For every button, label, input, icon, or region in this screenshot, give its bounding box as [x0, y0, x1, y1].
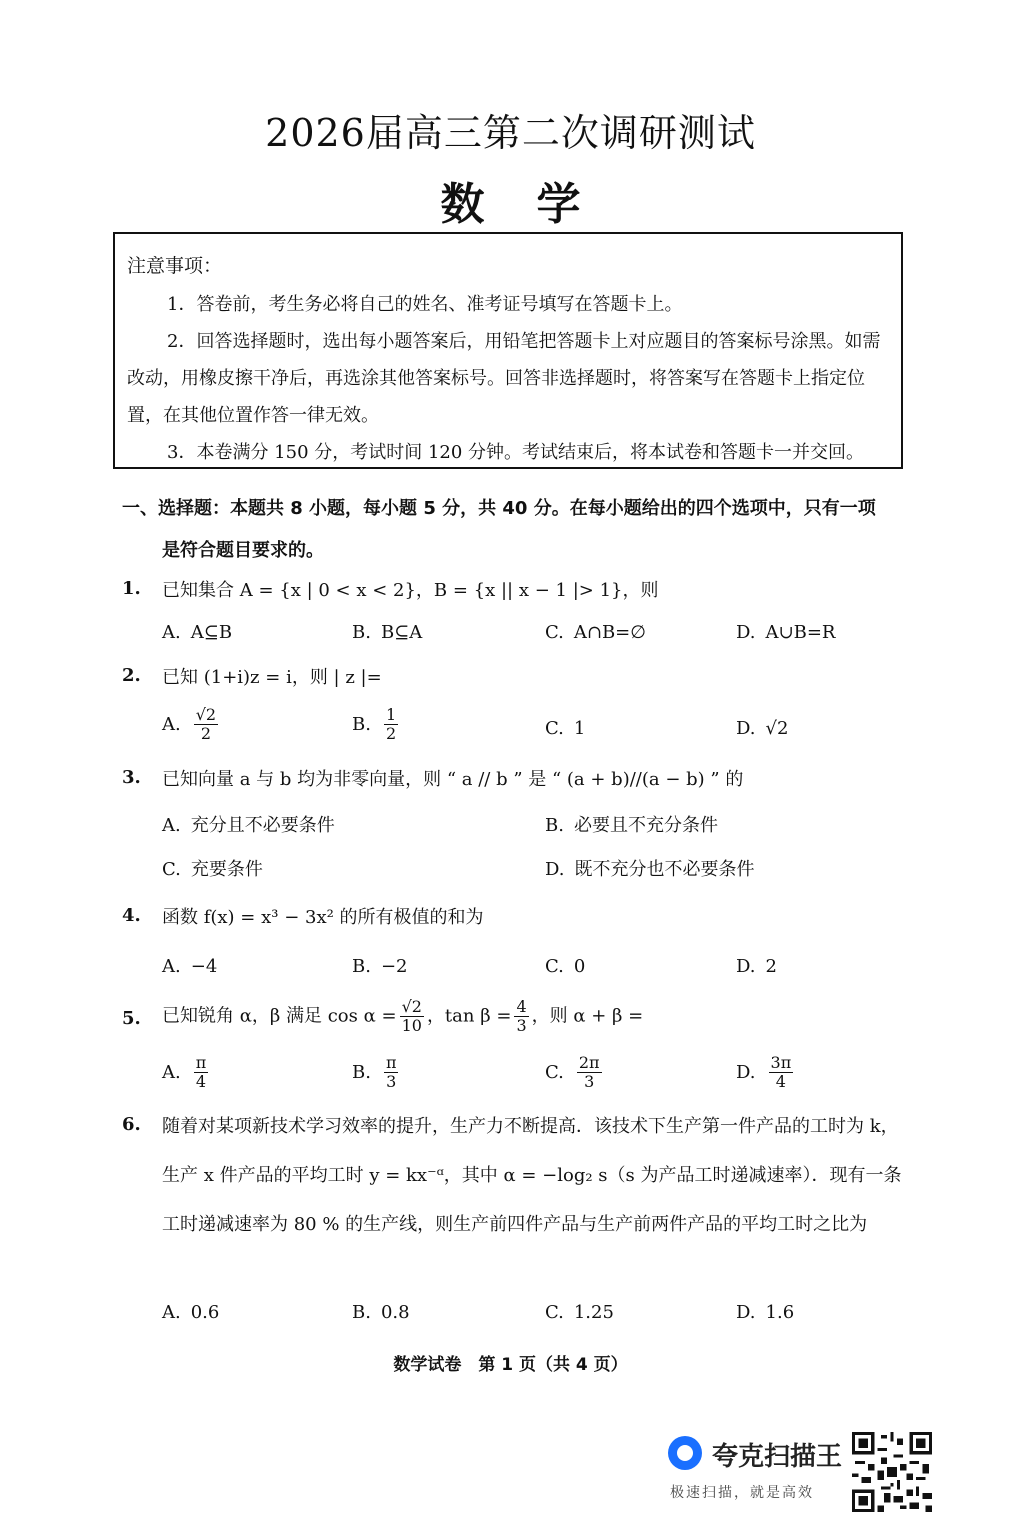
subject-title	[0, 168, 1021, 232]
option-b[interactable]: B. B⊆A	[352, 622, 423, 643]
option-d[interactable]: D. √2	[736, 718, 789, 739]
options-q4	[162, 956, 902, 996]
option-a[interactable]: A. 充分且不必要条件	[162, 815, 335, 836]
notice-item: 3．本卷满分 150 分，考试时间 120 分钟。考试结束后，将本试卷和答题卡一并交回。	[167, 442, 865, 463]
option-b[interactable]: B. −2	[352, 956, 408, 977]
question-number: 1.	[122, 578, 141, 599]
option-a[interactable]: A. A⊆B	[162, 622, 233, 643]
options-q5	[162, 1054, 902, 1094]
fraction: $\frac{2\pi}{3}$	[578, 1053, 600, 1091]
question-number: 6.	[122, 1114, 141, 1135]
quark-logo-icon	[668, 1436, 702, 1470]
fraction: $\frac{\pi}{3}$	[385, 1053, 397, 1091]
question-stem: 函数 f(x) = x³ − 3x² 的所有极值的和为	[162, 907, 484, 928]
options-q2	[162, 706, 902, 746]
question-stem: 已知向量 a 与 b 均为非零向量，则 “ a // b ” 是 “ (a + b)//(a − b) ” 的	[162, 769, 744, 790]
options-q3-row1	[162, 811, 902, 851]
options-q3-row2	[162, 855, 902, 895]
scanner-watermark	[668, 1430, 848, 1510]
section-line-2: 是符合题目要求的。	[162, 540, 324, 561]
exam-title: 2026届高三第二次调研测试	[265, 111, 756, 155]
fraction: $\frac{3\pi}{4}$	[770, 1053, 792, 1091]
option-b[interactable]: B. $\frac{1}{2}$	[352, 705, 397, 743]
notice-title: 注意事项：	[127, 255, 223, 277]
brand-tagline: 极速扫描，就是高效	[670, 1485, 814, 1501]
notice-body	[127, 286, 893, 471]
option-d[interactable]: D. 2	[736, 956, 777, 977]
fraction: $\frac{√2}{10}$	[401, 997, 422, 1035]
fraction: $\frac{\pi}{4}$	[195, 1053, 207, 1091]
fraction: $\frac{4}{3}$	[516, 997, 527, 1035]
question-number: 5.	[122, 1008, 141, 1029]
option-b[interactable]: B. 0.8	[352, 1302, 410, 1323]
question-number: 3.	[122, 767, 141, 788]
option-c[interactable]: C. 1.25	[545, 1302, 614, 1323]
option-c[interactable]: C. 0	[545, 956, 586, 977]
options-q6	[162, 1302, 902, 1342]
option-c[interactable]: C. 1	[545, 718, 586, 739]
notice-item: 1．答卷前，考生务必将自己的姓名、准考证号填写在答题卡上。	[167, 294, 683, 315]
option-a[interactable]: A. 0.6	[162, 1302, 220, 1323]
question-stem: 已知锐角 α，β 满足 cos α = $\frac{√2}{10}$ ，tan β = $\frac{4}{3}$ ，则 α + β =	[162, 997, 644, 1035]
subject-char-1: 数	[440, 179, 485, 230]
page-footer: 数学试卷 第 1 页（共 4 页）	[393, 1355, 628, 1375]
option-b[interactable]: B. $\frac{\pi}{3}$	[352, 1053, 397, 1091]
section-heading	[122, 488, 902, 572]
options-q1	[162, 622, 902, 662]
option-d[interactable]: D. $\frac{3\pi}{4}$	[736, 1053, 792, 1091]
question-number: 4.	[122, 905, 141, 926]
fraction: $\frac{√2}{2}$	[195, 705, 217, 743]
option-d[interactable]: D. 1.6	[736, 1302, 795, 1323]
subject-char-2: 学	[536, 179, 581, 230]
qr-code-icon	[852, 1432, 932, 1512]
question-stem: 随着对某项新技术学习效率的提升，生产力不断提高．该技术下生产第一件产品的工时为 k，生产 x 件产品的平均工时 y = kx⁻ᵅ，其中 α = −log₂ s（s 为产品工时递减速率）．现有一条工时递减速率为 80 % 的生产线，则生产前四件产品与生产前两件产品的平均工时之比为	[162, 1116, 902, 1235]
question-stem: 已知集合 A = {x | 0 < x < 2}，B = {x || x − 1 |> 1}，则	[162, 580, 659, 601]
option-c[interactable]: C. A∩B=∅	[545, 622, 646, 643]
question-stem: 已知 (1+i)z = i，则 | z |=	[162, 667, 382, 688]
option-c[interactable]: C. $\frac{2\pi}{3}$	[545, 1053, 600, 1091]
notice-item: 2．回答选择题时，选出每小题答案后，用铅笔把答题卡上对应题目的答案标号涂黑。如需改动，用橡皮擦干净后，再选涂其他答案标号。回答非选择题时，将答案写在答题卡上指定位置，在其他位置作答一律无效。	[127, 331, 881, 426]
brand-name: 夸克扫描王	[712, 1442, 843, 1472]
fraction: $\frac{1}{2}$	[385, 705, 397, 743]
option-a[interactable]: A. −4	[162, 956, 218, 977]
option-a[interactable]: A. $\frac{√2}{2}$	[162, 705, 217, 743]
option-c[interactable]: C. 充要条件	[162, 859, 263, 880]
option-b[interactable]: B. 必要且不充分条件	[545, 815, 718, 836]
notice-box	[113, 232, 903, 469]
question-number: 2.	[122, 665, 141, 686]
option-d[interactable]: D. 既不充分也不必要条件	[545, 859, 755, 880]
option-d[interactable]: D. A∪B=R	[736, 622, 836, 643]
section-line-1: 一、选择题：本题共 8 小题，每小题 5 分，共 40 分。在每小题给出的四个选项中，只有一项	[122, 498, 876, 519]
option-a[interactable]: A. $\frac{\pi}{4}$	[162, 1053, 207, 1091]
